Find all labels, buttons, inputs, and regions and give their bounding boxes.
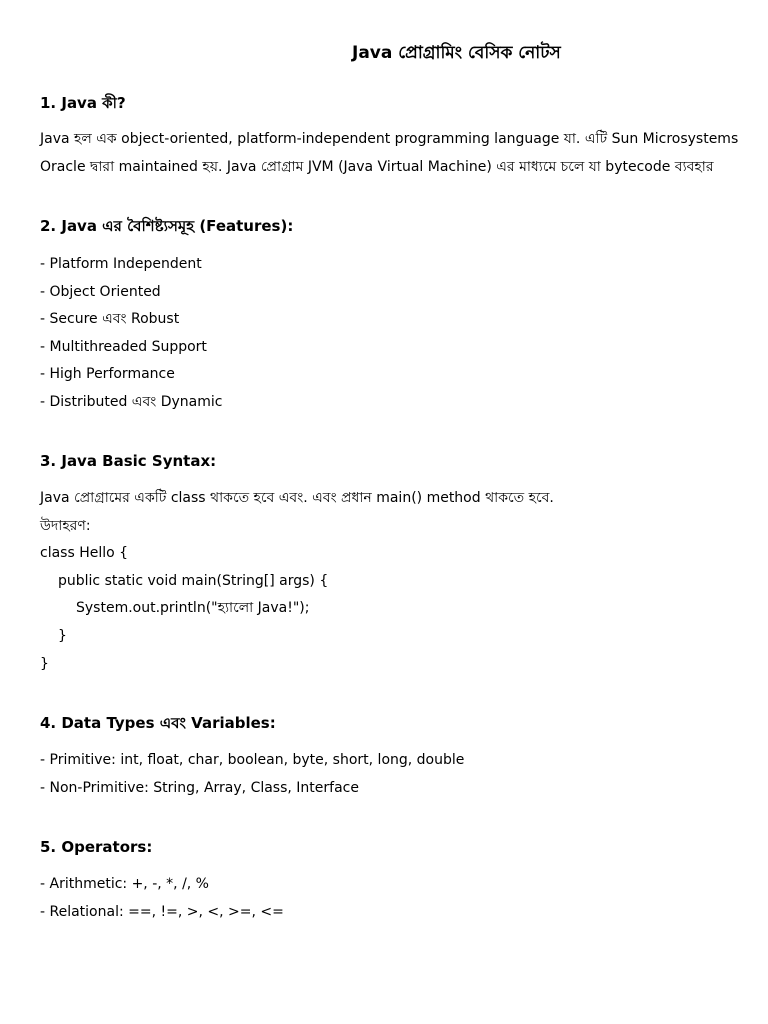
- code-line: System.out.println("হ্যালো Java!");: [76, 600, 310, 617]
- list-item: - Distributed এবং Dynamic: [40, 393, 223, 410]
- list-item: - Arithmetic: +, -, *, /, %: [40, 876, 209, 892]
- operators-list: [40, 871, 284, 926]
- list-item: - Multithreaded Support: [40, 338, 207, 355]
- list-item: - Platform Independent: [40, 256, 202, 272]
- list-item: - Primitive: int, float, char, boolean, byte, short, long, double: [40, 752, 465, 768]
- list-item: - Secure এবং Robust: [40, 311, 180, 328]
- section-heading-data-types: 4. Data Types এবং Variables:: [40, 714, 276, 732]
- section-heading-basic-syntax: 3. Java Basic Syntax:: [40, 452, 217, 470]
- list-item: - Relational: ==, !=, >, <, >=, <=: [40, 903, 284, 920]
- document-title: Java প্রোগ্রামিং বেসিক নোটস: [352, 43, 561, 63]
- section-heading-what-is-java: 1. Java কী?: [40, 94, 126, 112]
- paragraph-line: Oracle দ্বারা maintained হয়. Java প্রোগ্রাম JVM (Java Virtual Machine) এর মাধ্যমে চলে যা bytecode ব্যবহার: [40, 158, 714, 175]
- paragraph-line: Java প্রোগ্রামের একটি class থাকতে হবে এবং. এবং প্রধান main() method থাকতে হবে.: [40, 490, 554, 506]
- list-item: - High Performance: [40, 366, 175, 383]
- list-item: - Non-Primitive: String, Array, Class, Interface: [40, 779, 359, 796]
- paragraph-line: Java হল এক object-oriented, platform-independent programming language যা. এটি Sun Microsystems: [40, 131, 739, 147]
- code-line: }: [58, 627, 67, 644]
- example-label: উদাহরণ:: [40, 517, 91, 534]
- section-body-basic-syntax: [40, 485, 554, 678]
- data-types-list: [40, 747, 464, 802]
- section-heading-features: 2. Java এর বৈশিষ্ট্যসমূহ (Features):: [40, 217, 294, 235]
- code-line: public static void main(String[] args) {: [58, 572, 329, 589]
- list-item: - Object Oriented: [40, 283, 161, 300]
- section-heading-operators: 5. Operators:: [40, 838, 153, 856]
- features-list: [40, 251, 222, 417]
- code-line: }: [40, 655, 49, 672]
- section-body-what-is-java: [40, 126, 738, 181]
- code-line: class Hello {: [40, 545, 129, 562]
